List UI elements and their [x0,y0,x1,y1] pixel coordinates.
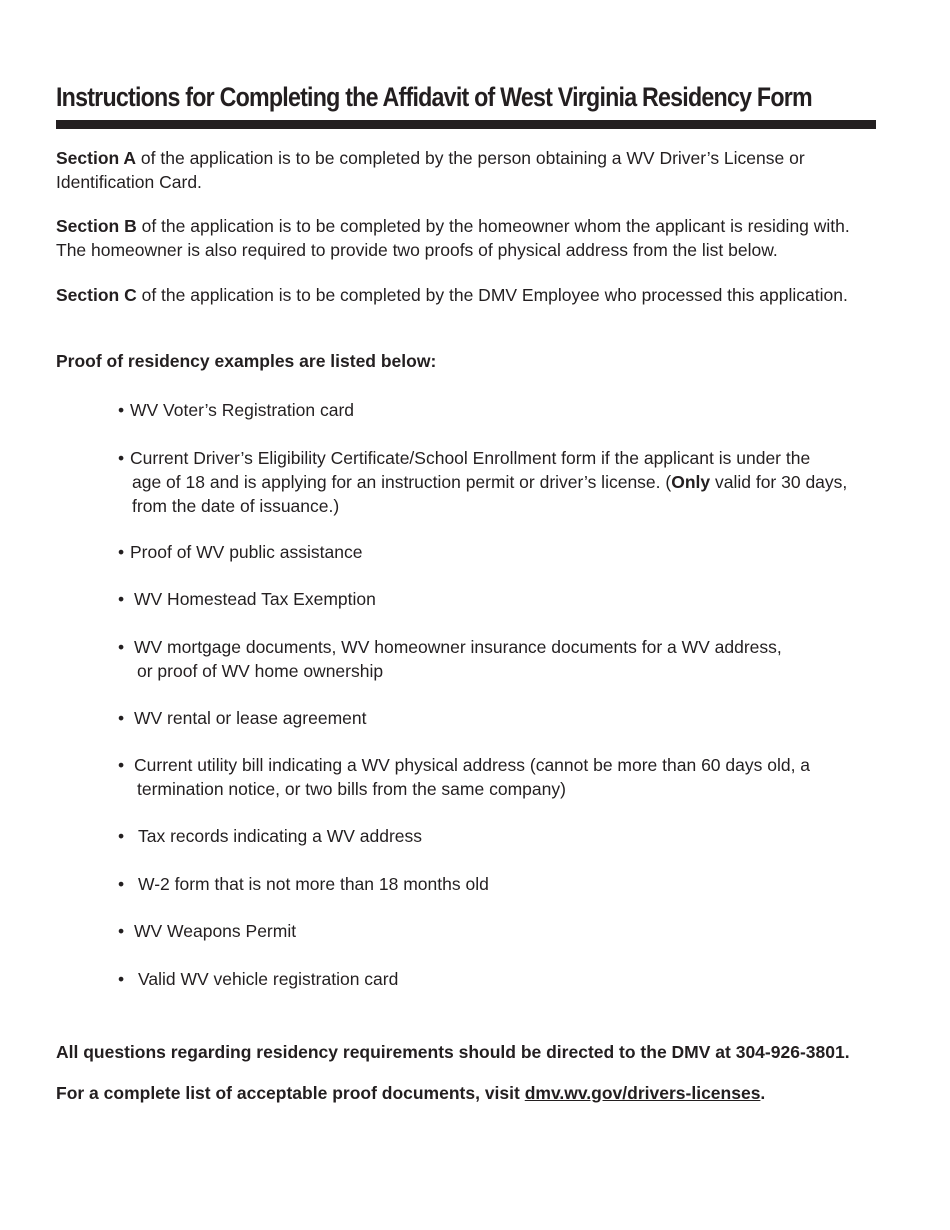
section-a-text-2: Identification Card. [56,172,202,192]
bullet-icon: • [118,589,125,609]
bullet-icon: • [118,921,125,941]
bullet-icon: • [118,969,125,989]
questions-note: All questions regarding residency requirements should be directed to the DMV at 304-926-3801. [56,1042,850,1062]
list-item: • Valid WV vehicle registration card [118,969,399,989]
list-item: • Current Driver’s Eligibility Certificate/School Enrollment form if the applicant is under the age of 18 and is applying for an instruction permit or driver’s license. (Only valid for 30 days, from the date of issuance.) [118,448,848,516]
list-item: • WV rental or lease agreement [118,708,367,728]
section-a-paragraph [56,146,805,194]
bullet-icon: • [118,708,125,728]
section-b-text-2: The homeowner is also required to provide two proofs of physical address from the list below. [56,240,778,260]
title-rule [56,120,876,129]
list-item: • Proof of WV public assistance [118,542,363,562]
documents-note: For a complete list of acceptable proof documents, visit dmv.wv.gov/drivers-licenses. [56,1083,766,1103]
proof-heading: Proof of residency examples are listed below: [56,351,437,371]
bullet-icon: • [118,874,125,894]
section-a-text-1: of the application is to be completed by the person obtaining a WV Driver’s License or [136,148,805,168]
list-item: • WV Homestead Tax Exemption [118,589,376,609]
page-title: Instructions for Completing the Affidavit of West Virginia Residency Form [56,82,812,112]
bullet-icon: • [118,542,125,562]
list-item: • WV Weapons Permit [118,921,297,941]
section-c-label: Section C [56,285,137,305]
section-b-label: Section B [56,216,137,236]
dmv-website-link[interactable]: dmv.wv.gov/drivers-licenses [524,1083,761,1103]
section-c-paragraph [56,283,848,307]
bullet-icon: • [118,826,125,846]
bullet-icon: • [118,755,125,775]
bullet-icon: • [118,637,125,657]
list-item: • Current utility bill indicating a WV physical address (cannot be more than 60 days old, a termination notice, or two bills from the same company) [118,755,811,799]
bullet-icon: • [118,400,125,420]
bullet-icon: • [118,448,125,468]
section-a-label: Section A [56,148,137,168]
section-b-text-1: of the application is to be completed by the homeowner whom the applicant is residing with. [136,216,850,236]
only-emphasis: Only [671,472,711,492]
list-item: • WV Voter’s Registration card [118,400,355,420]
section-b-paragraph [56,214,850,262]
list-item: • Tax records indicating a WV address [118,826,423,846]
section-c-text-1: of the application is to be completed by the DMV Employee who processed this application. [136,285,848,305]
list-item: • W-2 form that is not more than 18 months old [118,874,489,894]
list-item: • WV mortgage documents, WV homeowner insurance documents for a WV address, or proof of WV home ownership [118,637,782,681]
